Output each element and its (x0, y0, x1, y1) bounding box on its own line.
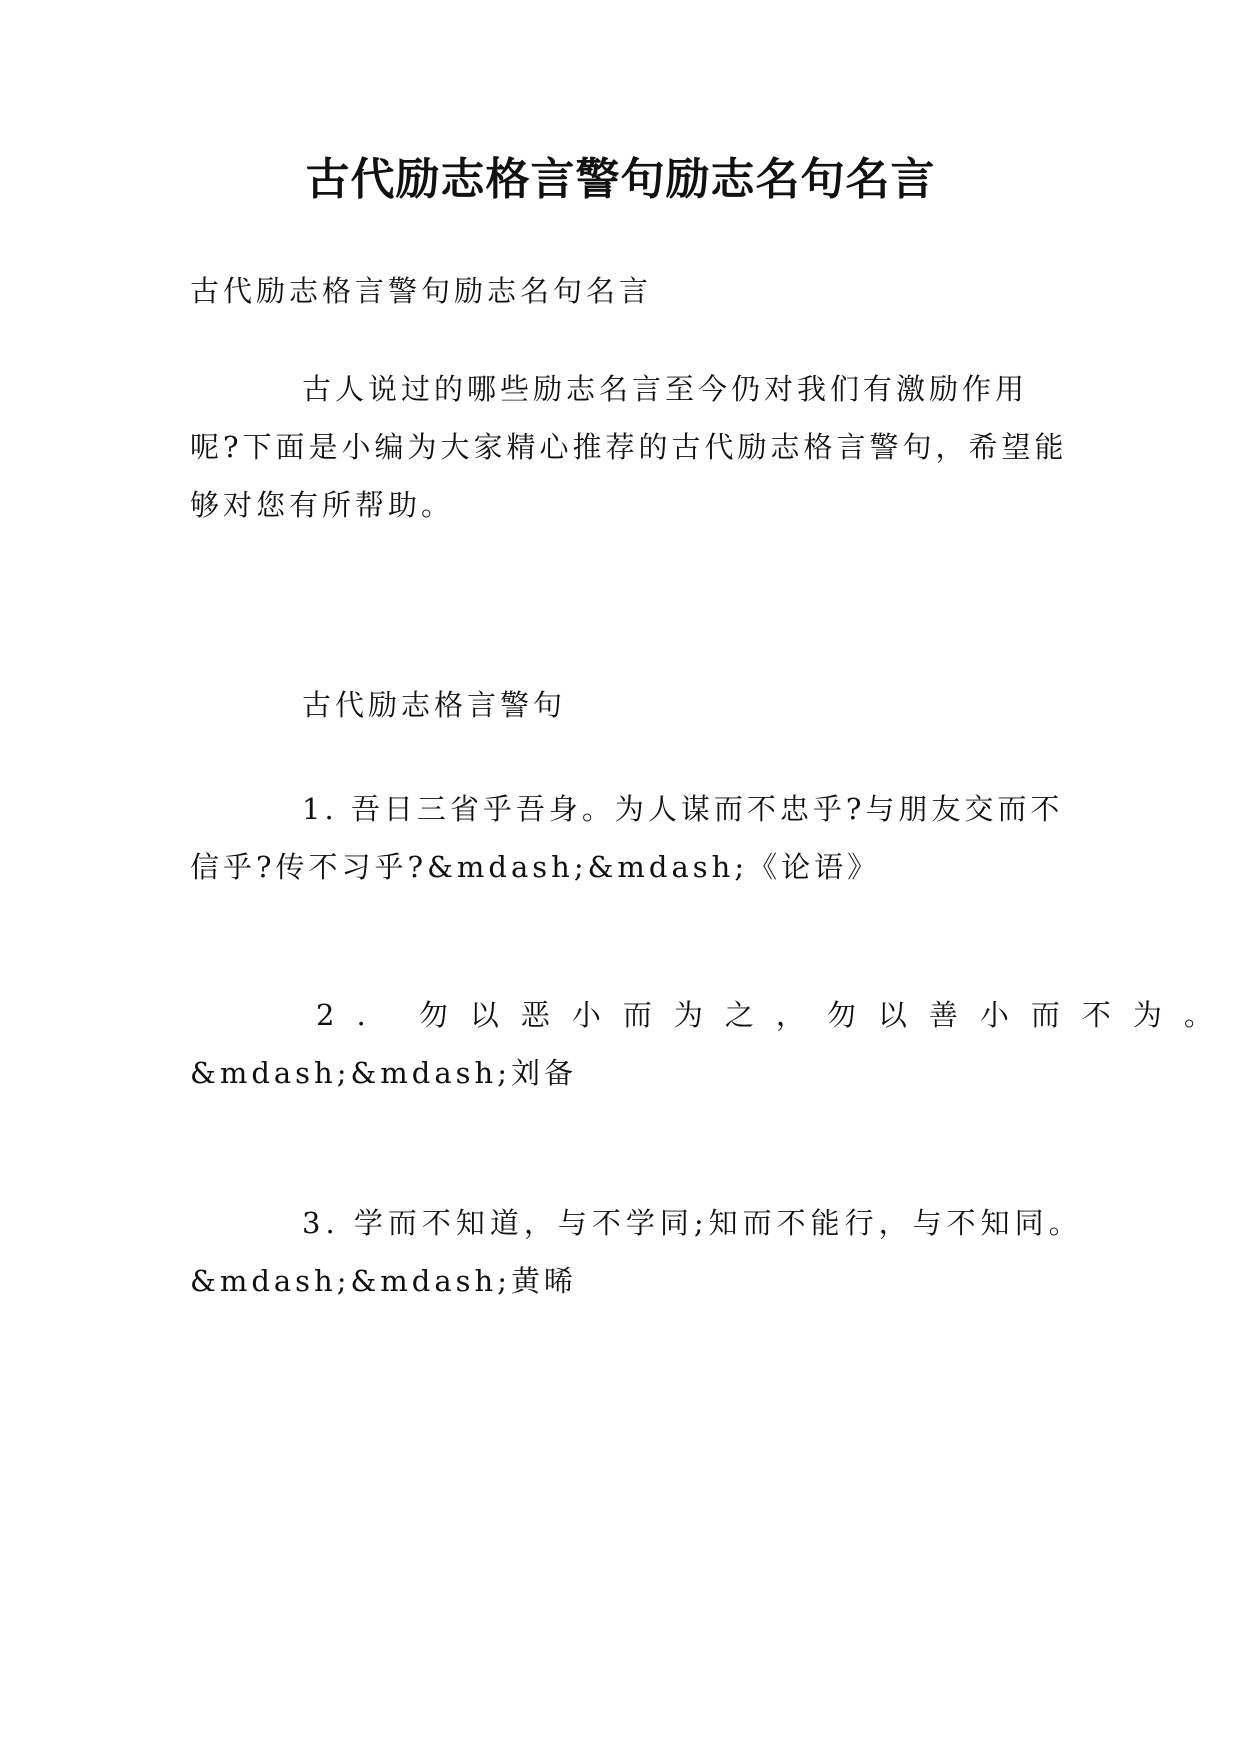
quote-2-line-1: 2. 勿以恶小而为之，勿以善小而不为。 (316, 998, 1235, 1032)
section-heading: 古代励志格言警句 (302, 688, 567, 722)
quote-2-attribution: &mdash;&mdash;刘备 (190, 1056, 577, 1090)
document-subtitle: 古代励志格言警句励志名句名言 (190, 274, 653, 308)
quote-3-attribution: &mdash;&mdash;黄晞 (190, 1264, 577, 1298)
intro-paragraph: 古人说过的哪些励志名言至今仍对我们有激励作用呢?下面是小编为大家精心推荐的古代励志格言警句，希望能够对您有所帮助。 (190, 372, 1068, 522)
document-title: 古代励志格言警句励志名句名言 (305, 154, 936, 205)
quote-3-line-1: 3. 学而不知道，与不学同;知而不能行，与不知同。 (302, 1206, 1083, 1240)
quote-1: 1. 吾日三省乎吾身。为人谋而不忠乎?与朋友交而不信乎?传不习乎?&mdash;&mdash;《论语》 (190, 792, 1064, 884)
